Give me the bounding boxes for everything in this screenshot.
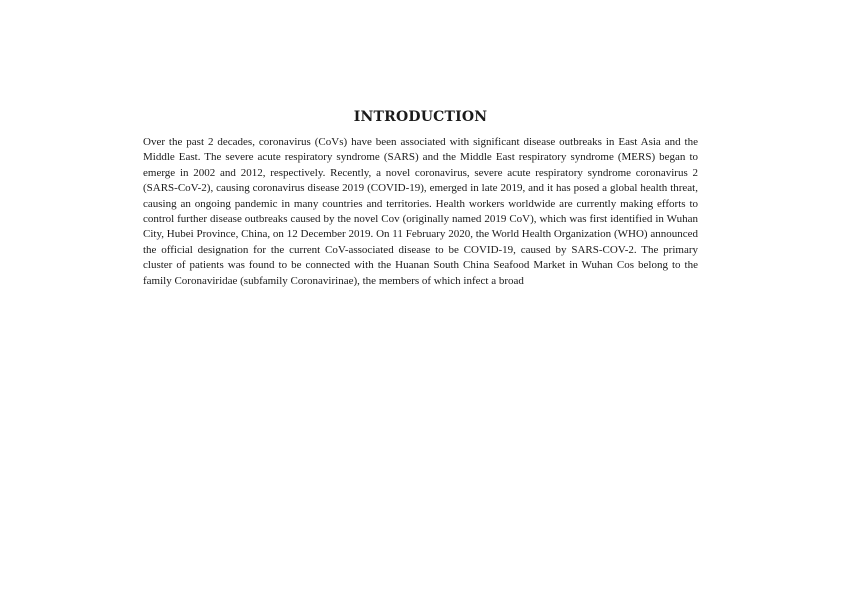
introduction-paragraph: Over the past 2 decades, coronavirus (CoVs) have been associated with significant disease outbreaks in East Asia and the Middle East. The severe acute respiratory syndrome (SARS) and the Middle East respiratory syndrome (MERS) began to emerge in 2002 and 2012, respectively. Recently, a novel coronavirus, severe acute respiratory syndrome coronavirus 2 (SARS-CoV-2), causing coronavirus disease 2019 (COVID-19), emerged in late 2019, and it has posed a global health threat, causing an ongoing pandemic in many countries and territories. Health workers worldwide are currently making efforts to control further disease outbreaks caused by the novel Cov (originally named 2019 CoV), which was first identified in Wuhan City, Hubei Province, China, on 12 December 2019. On 11 February 2020, the World Health Organization (WHO) announced the official designation for the current CoV-associated disease to be COVID-19, caused by SARS-COV-2. The primary cluster of patients was found to be connected with the Huanan South China Seafood Market in Wuhan Cos belong to the family Coronaviridae (subfamily Coronavirinae), the members of which infect a broad [143, 136, 698, 287]
section-heading: INTRODUCTION [353, 109, 488, 125]
